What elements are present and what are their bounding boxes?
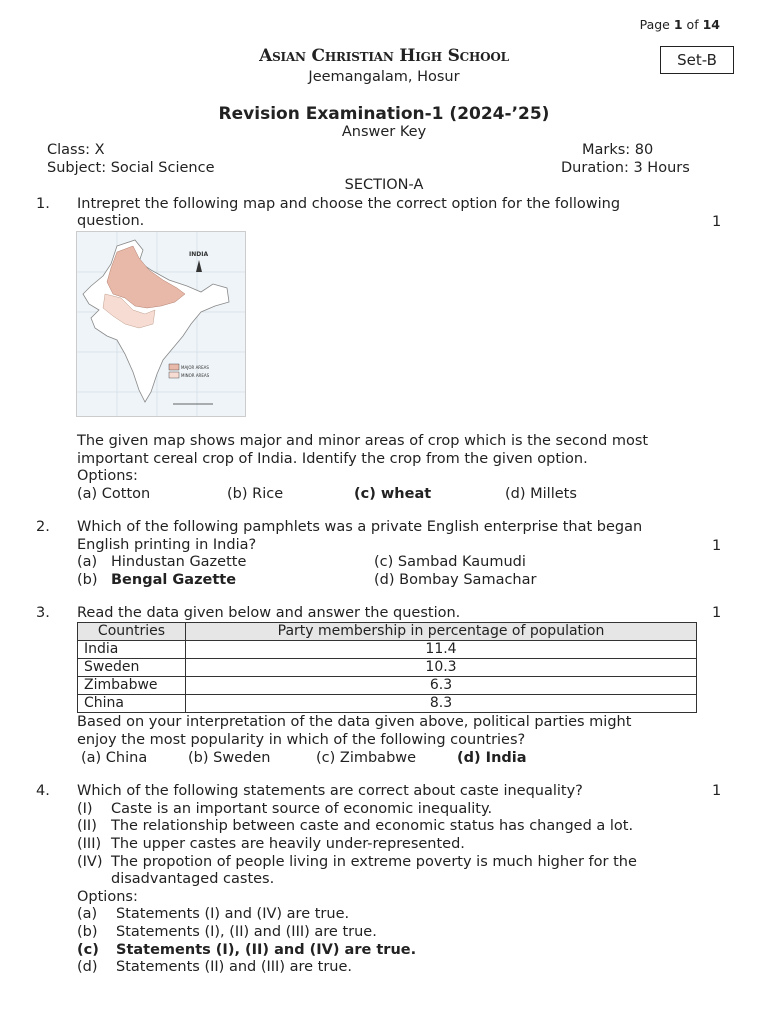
table-row bbox=[78, 695, 697, 713]
option-d-correct: (d) India bbox=[457, 750, 527, 766]
statement-label: (II) bbox=[77, 818, 97, 834]
table-cell-value: 10.3 bbox=[186, 659, 697, 677]
option-b: (b) Sweden bbox=[188, 750, 271, 766]
question-number: 2. bbox=[36, 519, 50, 535]
statement-label: (I) bbox=[77, 801, 93, 817]
option-b: Statements (I), (II) and (III) are true. bbox=[116, 924, 377, 940]
question-number: 3. bbox=[36, 605, 50, 621]
question-text: Which of the following pamphlets was a private English enterprise that began bbox=[77, 519, 643, 535]
option-b-label: (b) bbox=[77, 924, 98, 940]
statement-text: The relationship between caste and economic status has changed a lot. bbox=[111, 818, 634, 834]
india-map-graphic bbox=[77, 232, 245, 416]
option-c-label: (c) bbox=[77, 942, 99, 958]
option-c: (c) Sambad Kaumudi bbox=[374, 554, 526, 570]
question-marks: 1 bbox=[712, 783, 722, 799]
party-membership-table bbox=[77, 622, 697, 713]
legend-major-label: MAJOR AREAS bbox=[181, 365, 209, 370]
options-label: Options: bbox=[77, 889, 138, 905]
option-a-label: (a) bbox=[77, 906, 98, 922]
table-cell-value: 8.3 bbox=[186, 695, 697, 713]
statement-text: Caste is an important source of economic inequality. bbox=[111, 801, 493, 817]
table-header: Party membership in percentage of population bbox=[186, 623, 697, 641]
option-b: (b) Rice bbox=[227, 486, 284, 502]
table-cell-value: 11.4 bbox=[186, 641, 697, 659]
section-heading: SECTION-A bbox=[344, 177, 424, 193]
school-location: Jeemangalam, Hosur bbox=[308, 69, 460, 85]
question-text: Intrepret the following map and choose the correct option for the following bbox=[77, 196, 621, 212]
option-a: (a) Cotton bbox=[77, 486, 151, 502]
marks-info: Marks: 80 bbox=[582, 142, 654, 158]
table-cell-country: China bbox=[78, 695, 186, 713]
options-label: Options: bbox=[77, 468, 138, 484]
class-info: Class: X bbox=[47, 142, 105, 158]
school-name: Asian Christian High School bbox=[259, 46, 509, 66]
table-row bbox=[78, 659, 697, 677]
set-badge: Set-B bbox=[660, 46, 734, 74]
option-d: (d) Millets bbox=[505, 486, 577, 502]
question-number: 4. bbox=[36, 783, 50, 799]
question-text: Read the data given below and answer the question. bbox=[77, 605, 461, 621]
statement-label: (III) bbox=[77, 836, 102, 852]
table-row bbox=[78, 677, 697, 695]
option-b-label: (b) bbox=[77, 572, 98, 588]
table-cell-country: Zimbabwe bbox=[78, 677, 186, 695]
table-header: Countries bbox=[78, 623, 186, 641]
map-title: INDIA bbox=[189, 251, 209, 258]
map-description: important cereal crop of India. Identify the crop from the given option. bbox=[77, 451, 588, 467]
option-c-correct: (c) wheat bbox=[354, 486, 432, 502]
question-text: English printing in India? bbox=[77, 537, 257, 553]
option-a: Hindustan Gazette bbox=[111, 554, 247, 570]
question-marks: 1 bbox=[712, 214, 722, 230]
option-d: Statements (II) and (III) are true. bbox=[116, 959, 353, 975]
option-a-label: (a) bbox=[77, 554, 98, 570]
legend-minor-label: MINOR AREAS bbox=[181, 373, 210, 378]
question-marks: 1 bbox=[712, 538, 722, 554]
option-a: (a) China bbox=[81, 750, 148, 766]
table-cell-value: 6.3 bbox=[186, 677, 697, 695]
option-b-correct: Bengal Gazette bbox=[111, 572, 237, 588]
page-number: Page 1 of 14 bbox=[639, 17, 720, 32]
subject-info: Subject: Social Science bbox=[47, 160, 215, 176]
exam-title: Revision Examination-1 (2024-’25) bbox=[218, 104, 550, 124]
statement-text: The upper castes are heavily under-represented. bbox=[111, 836, 465, 852]
option-d-label: (d) bbox=[77, 959, 98, 975]
question-text: enjoy the most popularity in which of the following countries? bbox=[77, 732, 526, 748]
question-text: Based on your interpretation of the data given above, political parties might bbox=[77, 714, 632, 730]
option-c-correct: Statements (I), (II) and (IV) are true. bbox=[116, 942, 417, 958]
statement-text: disadvantaged castes. bbox=[111, 871, 275, 887]
legend-major-swatch bbox=[169, 364, 179, 370]
map-description: The given map shows major and minor areas of crop which is the second most bbox=[77, 433, 649, 449]
question-number: 1. bbox=[36, 196, 50, 212]
duration-info: Duration: 3 Hours bbox=[561, 160, 690, 176]
statement-label: (IV) bbox=[77, 854, 103, 870]
option-a: Statements (I) and (IV) are true. bbox=[116, 906, 350, 922]
legend-minor-swatch bbox=[169, 372, 179, 378]
table-cell-country: Sweden bbox=[78, 659, 186, 677]
answer-key-subtitle: Answer Key bbox=[341, 124, 427, 140]
option-d: (d) Bombay Samachar bbox=[374, 572, 537, 588]
india-crop-map bbox=[76, 231, 246, 417]
statement-text: The propotion of people living in extreme poverty is much higher for the bbox=[111, 854, 637, 870]
question-marks: 1 bbox=[712, 605, 722, 621]
option-c: (c) Zimbabwe bbox=[316, 750, 417, 766]
question-text: question. bbox=[77, 213, 145, 229]
question-text: Which of the following statements are correct about caste inequality? bbox=[77, 783, 583, 799]
table-row bbox=[78, 641, 697, 659]
table-cell-country: India bbox=[78, 641, 186, 659]
table-header-row bbox=[78, 623, 697, 641]
